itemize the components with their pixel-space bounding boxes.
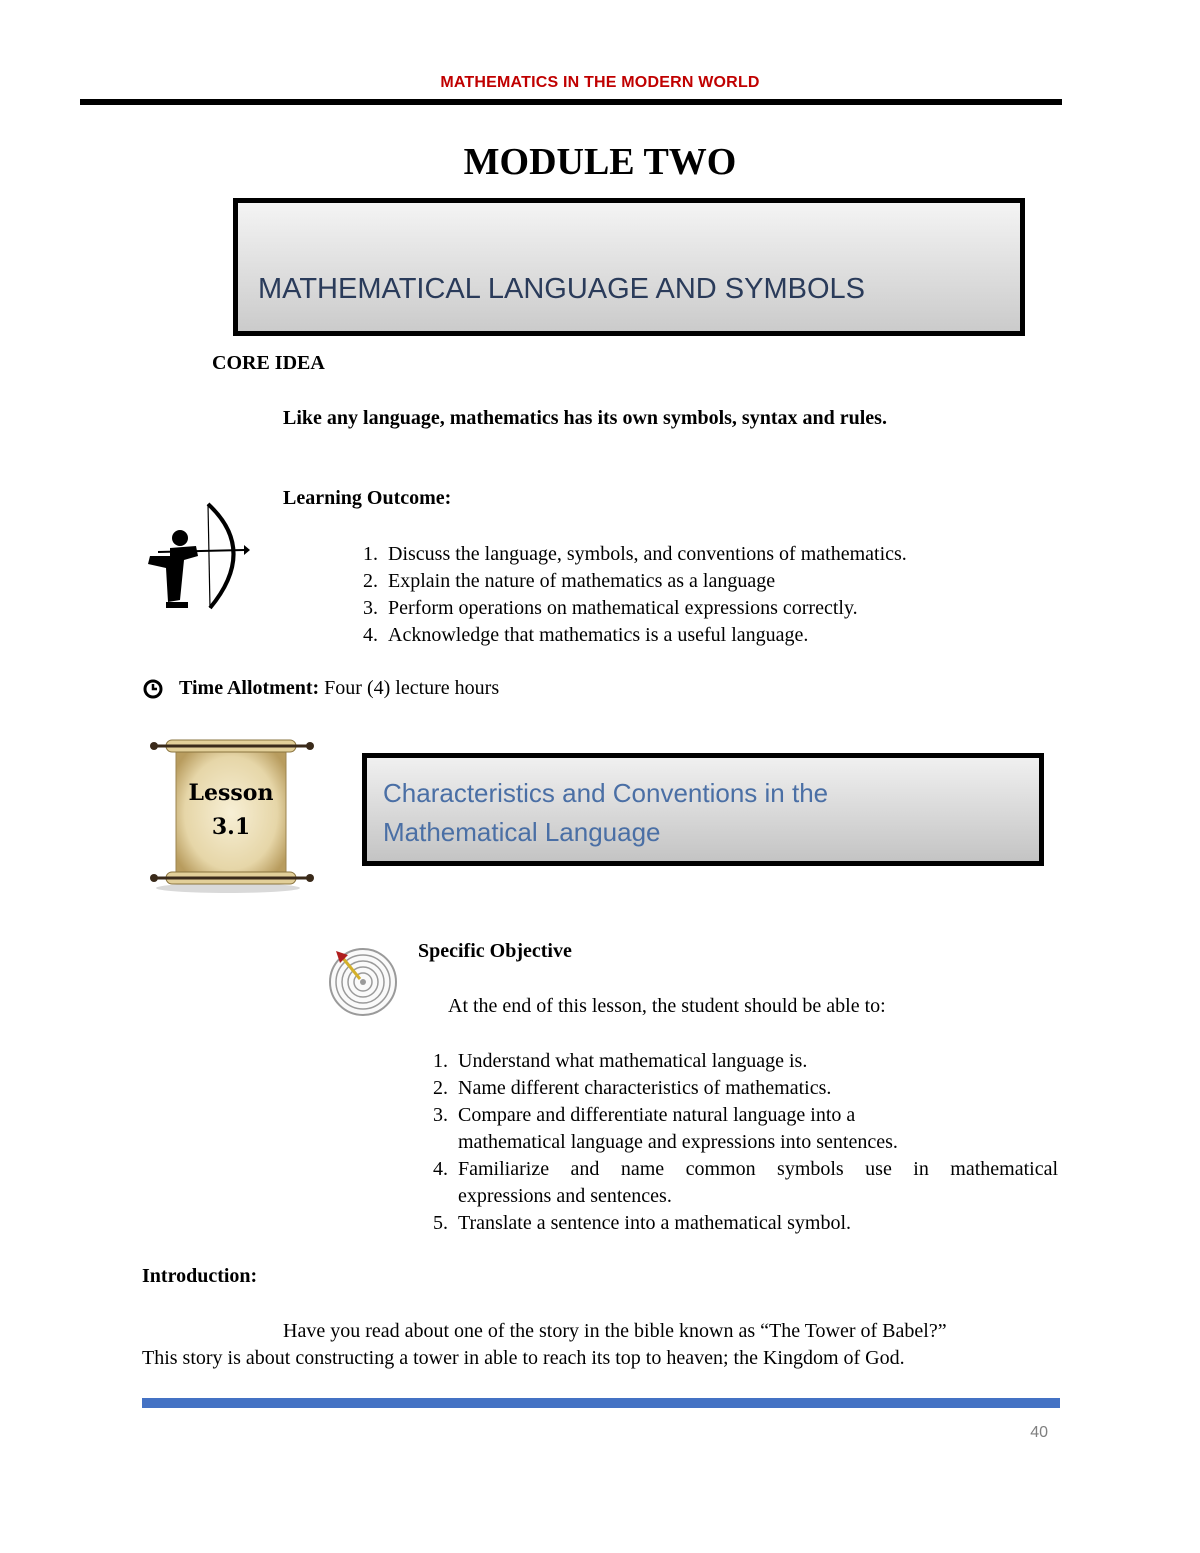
specific-objective-heading: Specific Objective [418, 940, 572, 962]
list-text: Understand what mathematical language is. [458, 1050, 808, 1072]
list-number: 3. [363, 597, 378, 619]
list-text: Translate a sentence into a mathematical symbol. [458, 1212, 852, 1234]
list-number: 2. [363, 570, 378, 592]
header-rule [80, 99, 1062, 105]
module-title: MODULE TWO [463, 141, 737, 183]
list-number: 4. [433, 1158, 448, 1180]
scroll-lesson-label: Lesson [188, 780, 274, 806]
list-text-continuation: expressions and sentences. [458, 1185, 672, 1207]
introduction-line1: Have you read about one of the story in the bible known as “The Tower of Babel?” [283, 1320, 947, 1342]
archer-icon [140, 498, 250, 613]
time-allotment-row [143, 677, 499, 700]
list-number: 3. [433, 1104, 448, 1126]
running-header: MATHEMATICS IN THE MODERN WORLD [440, 74, 760, 91]
list-text: Name different characteristics of mathematics. [458, 1077, 832, 1099]
list-number: 2. [433, 1077, 448, 1099]
scroll-lesson-number: 3.1 [211, 814, 251, 840]
module-subtitle-box [233, 198, 1025, 336]
list-number: 1. [363, 543, 378, 565]
time-allotment-value: Four (4) lecture hours [324, 677, 500, 699]
specific-objective-intro: At the end of this lesson, the student should be able to: [448, 995, 886, 1017]
list-text: Familiarize and name common symbols use in mathematical [458, 1158, 1058, 1180]
list-text-continuation: mathematical language and expressions into sentences. [458, 1131, 898, 1153]
module-subtitle: MATHEMATICAL LANGUAGE AND SYMBOLS [258, 273, 865, 305]
list-number: 4. [363, 624, 378, 646]
lesson-title-box [362, 753, 1044, 866]
specific-objective-list [418, 1048, 1058, 1238]
introduction-line2: This story is about constructing a tower in able to reach its top to heaven; the Kingdom of God. [142, 1347, 905, 1369]
lesson-scroll [148, 736, 318, 896]
list-number: 5. [433, 1212, 448, 1234]
core-idea-text: Like any language, mathematics has its own symbols, syntax and rules. [283, 407, 887, 429]
core-idea-heading: CORE IDEA [212, 352, 325, 374]
time-allotment-label: Time Allotment: [179, 677, 320, 699]
list-text: Perform operations on mathematical expressions correctly. [388, 597, 858, 619]
footer-rule [142, 1398, 1060, 1408]
list-text: Explain the nature of mathematics as a language [388, 570, 776, 592]
page-number: 40 [1030, 1424, 1048, 1441]
clock-bullet-icon [143, 679, 163, 699]
list-text: Acknowledge that mathematics is a useful language. [388, 624, 809, 646]
list-text: Discuss the language, symbols, and conventions of mathematics. [388, 543, 907, 565]
list-text: Compare and differentiate natural language into a [458, 1104, 856, 1126]
list-number: 1. [433, 1050, 448, 1072]
introduction-heading: Introduction: [142, 1265, 258, 1287]
lesson-title-line2: Mathematical Language [383, 817, 661, 847]
learning-outcome-list [348, 541, 1048, 651]
target-icon [326, 945, 400, 1017]
lesson-title-line1: Characteristics and Conventions in the [383, 778, 829, 808]
learning-outcome-heading: Learning Outcome: [283, 487, 452, 509]
